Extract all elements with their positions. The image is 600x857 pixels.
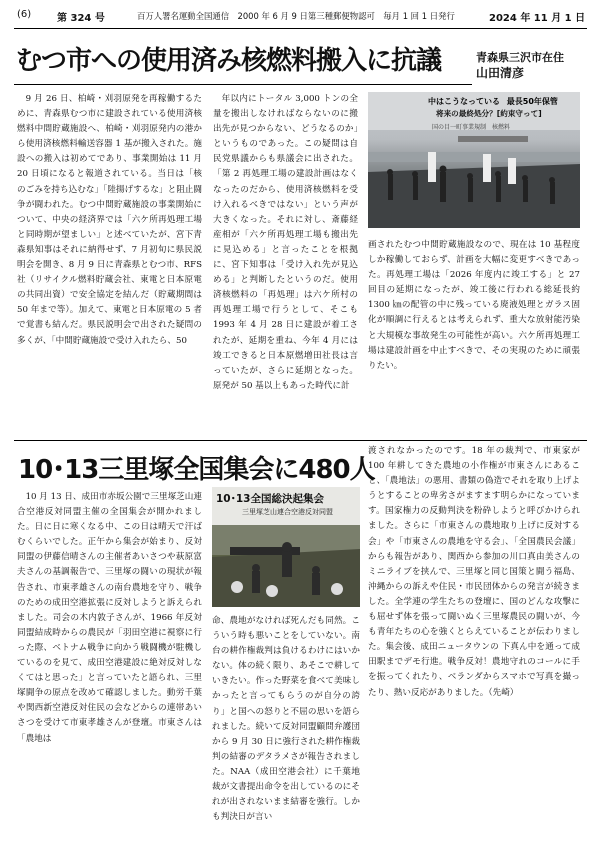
- article1-text-3: 画されたむつ中間貯蔵施設なので、現在は 10 基程度しか稼働しておらず、計画を大幅に変更すべきであった。再処理工場は「2026 年度内に竣工する」と 27 回目の延期になったが、竣工後に行われる総延長約 1300 ㎞の配管の中に残っている廃液処理とガラス固化が順調に行えるとは考えられず、重大な放射能汚染と大規模な事故発生の可能性が高い。六ケ所再処理工場は建設計画を中止すべきで、その実現のために頑張りたい。: [368, 240, 580, 371]
- title-rule: [14, 84, 472, 85]
- rally-photo: [212, 487, 360, 607]
- article2-text-1: 10 月 13 日、成田市赤坂公園で三里塚芝山連合空港反対同盟主催の全国集会が開かれました。日に日に寒くなる中、この日は晴天で汗ばむくらいでした。正午から集会が始まり、反対同盟の伊藤信晴さんの主催者あいさつや萩原富夫さんの基調報告で、三里塚の闘いの現状が報告され、市東孝雄さんの南台農地を守り、戦争のための成田空港拡張に反対しようと訴えられました。司会の木内敦子さんが、1966 年反対同盟結成時からの農民が「羽田空港に視察に行った際、ベトナム戦争に向かう戦闘機が駐機しているのを見て、成田空港建設に絶対反対しなくてはと思った」と言っていたと語られ、三里塚闘争の原点を改めて確認しました。動労千葉や関西新空港反対住民の会などからの連帯あいさつを受けて市東孝雄さんが登壇。市東さんは「農地は: [17, 492, 202, 744]
- header-rule: [14, 28, 587, 29]
- photo-caption-4: 国の目一町事業規制 核燃料: [432, 124, 511, 131]
- article2-column-2: [212, 614, 360, 845]
- article2-text-2: 命、農地がなければ死んだも同然。こういう時も悪いことをしていない。南台の耕作権裁判は負けるわけにはいかない。体の続く限り、あそこで耕していきたい。作った野菜を食べて美味しかったと言ってもらうのが自分の誇り」と国への怒りと不屈の思いを語られました。続いて反対同盟顧問弁護団から 9 月 30 日に強行された耕作権裁判の結審のデタラメさが報告されました。NAA（成田空港会社）に千葉地裁が文書提出命令を出しているのにそれが出されないまま結審を強行。しかも判決日が言い: [212, 616, 360, 823]
- article2-text-3: 渡されなかったのです。18 年の裁判で、市東家が 100 年耕してきた農地の小作権が市東さんにあること、「農地法」の悪用、書類の偽造でそれを取り上げようとすることの卑劣さがますます明らかになっています。国家権力の反動判決を粉砕しようと呼びかけられました。さらに「市東さんの農地取り上げに反対する会」や「市東さんの農地を守る会」、「全国農民会議」からも報告があり、関西から参加の川口真由美さんのミニライブを挟んで、三里塚と同じ国策と闘う福島、沖縄からの訴えや住民・市民団体からの発言が続きました。全学連の学生たちの登壇に、国のどんな攻撃にも屈せず体を張って闘いぬく三里塚農民の闘いが、今も青年たちの心を強くとらえていることが伝わりました。集会後、成田ニュータウンの 下真ん中を通って成田駅までデモ行進。戦争反対！農地守れのコールに手を振ってくれたり、ベランダからスマホで写真を撮ったり、熱い反応がありました。（先崎）: [368, 446, 580, 698]
- article2-column-1: [17, 490, 202, 845]
- article1-text-2: 年以内にトータル 3,000 トンの全量を搬出しなければならないのに搬出先が見つからない、どうなるのか」というものであった。この疑問は自民党県議からも県議会に出された。「第 2 再処理工場の建設計画はなくなったのだから、使用済核燃料を受け入れるべきではない」という声が大きくなった。それに対し、斎藤経産相が「六ケ所再処理工場も搬出先に見込める」と言ったことを根拠に、宮下知事は「受け入れ先が見込める」と判断したというのだ。使用済核燃料の「再処理」は六ケ所村の再処理工場で行うとして、そこも 1993 年 4 月 28 日に建設が着工されたが、延期を重ね、今年 4 月には竣工できると日本原燃増田社長は言っていたが、さらに延期となった。原発が 50 基以上もあった時代に計: [213, 94, 358, 391]
- article2-column-3: [368, 444, 580, 845]
- article1-title: むつ市への使用済み核燃料搬入に抗議: [16, 46, 442, 76]
- photo-caption-1: 中はこうなっている: [428, 97, 500, 106]
- article1-author-place: 青森県三沢市在住: [476, 51, 564, 64]
- issue-number: 第 324 号: [57, 13, 105, 24]
- issue-date: 2024 年 11 月 1 日: [489, 13, 586, 24]
- page-number: (6): [17, 9, 32, 20]
- publisher-line: 百万人署名運動全国通信 2000 年 6 月 9 日第三種郵便物認可 毎月 1 回 1 日発行: [137, 11, 455, 21]
- article1-author-name: 山田清彦: [476, 66, 525, 80]
- article2-title: 10･13三里塚全国集会に480人: [18, 455, 375, 485]
- photo-caption-2: 最長50年保管: [506, 97, 558, 106]
- article-separator: [14, 440, 587, 441]
- photo-caption-3: 将来の最終処分？[約束守って]: [436, 109, 542, 118]
- article1-column-1: [17, 92, 202, 435]
- protest-photo: [368, 92, 580, 228]
- rally-banner-sub: 三里塚芝山連合空港反対同盟: [242, 508, 333, 516]
- article1-column-3: [368, 238, 580, 435]
- article1-column-2: [213, 92, 358, 435]
- article1-text-1: 9 月 26 日、柏崎・刈羽原発を再稼働するために、青森県むつ市に建設されている使用済核燃料中間貯蔵施設へ、柏崎・刈羽原発内の港から使用済核燃料輸送容器 1 基が搬入された。施設への搬入は初めてであり、事業開始は 11 月 20 日頃になると報道されている。当日は「核のごみを持ち込むな」「陸揚げするな」と阻止闘争が闘われた。むつ中間貯蔵施設の事業開始について、中央の経済界では「六ケ所再処理工場と同時期が望ましい」と述べていたが、宮下青森県知事はそれに納得せず、7 月初旬に県民説明会を開き、8 月 9 日に青森県とむつ市、RFS 社（リサイクル燃料貯蔵会社、東電と日本原電の共同出資）で安全協定を結んだ（貯蔵期間は 50 年まで等）。加えて、東電と日本原電の 5 者で覚書も結んだ。県民説明会で出された疑問の多くが、「中間貯蔵施設で受け入れたら、50: [17, 94, 202, 346]
- rally-banner: 10･13全国総決起集会: [216, 493, 324, 505]
